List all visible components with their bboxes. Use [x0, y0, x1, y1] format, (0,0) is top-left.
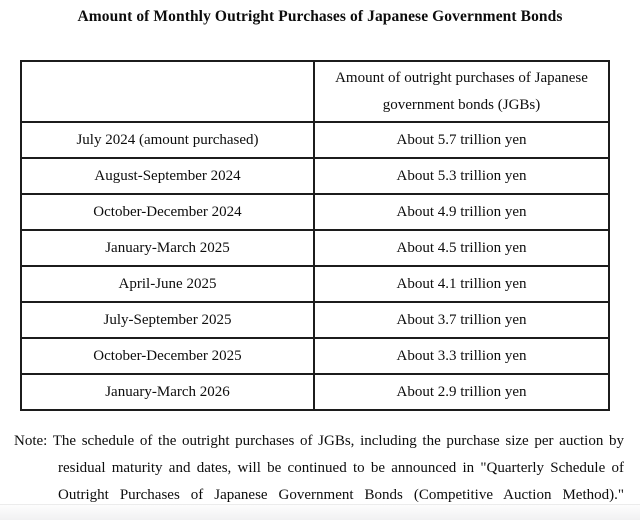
table-row [21, 266, 609, 302]
jgb-purchases-table [20, 60, 610, 411]
page-title: Amount of Monthly Outright Purchases of Japanese Government Bonds [77, 8, 563, 25]
period-cell: October-December 2025 [21, 338, 314, 374]
amount-cell: About 5.7 trillion yen [314, 122, 609, 158]
table-row [21, 338, 609, 374]
period-cell: April-June 2025 [21, 266, 314, 302]
table-header-amount: Amount of outright purchases of Japanese government bonds (JGBs) [314, 61, 609, 122]
amount-cell: About 3.3 trillion yen [314, 338, 609, 374]
table-row [21, 122, 609, 158]
amount-cell: About 4.5 trillion yen [314, 230, 609, 266]
amount-cell: About 4.9 trillion yen [314, 194, 609, 230]
window-bottom-edge [0, 504, 640, 520]
table-row [21, 158, 609, 194]
table-row [21, 374, 609, 410]
table-row [21, 230, 609, 266]
period-cell: July 2024 (amount purchased) [21, 122, 314, 158]
amount-cell: About 4.1 trillion yen [314, 266, 609, 302]
amount-cell: About 3.7 trillion yen [314, 302, 609, 338]
period-cell: January-March 2026 [21, 374, 314, 410]
period-cell: July-September 2025 [21, 302, 314, 338]
footnote [14, 428, 624, 509]
amount-cell: About 2.9 trillion yen [314, 374, 609, 410]
footnote-label: Note: [14, 433, 48, 449]
period-cell: January-March 2025 [21, 230, 314, 266]
period-cell: October-December 2024 [21, 194, 314, 230]
table-row [21, 194, 609, 230]
period-cell: August-September 2024 [21, 158, 314, 194]
table-header-row [21, 61, 609, 122]
table-row [21, 302, 609, 338]
amount-cell: About 5.3 trillion yen [314, 158, 609, 194]
footnote-text: The schedule of the outright purchases of JGBs, including the purchase size per auction by residual maturity and dates, will be continued to be announced in "Quarterly Schedule of Outright Purchases of Japanese Government Bonds (Competitive Auction Method)." [52, 433, 624, 503]
table-corner-cell [21, 61, 314, 122]
